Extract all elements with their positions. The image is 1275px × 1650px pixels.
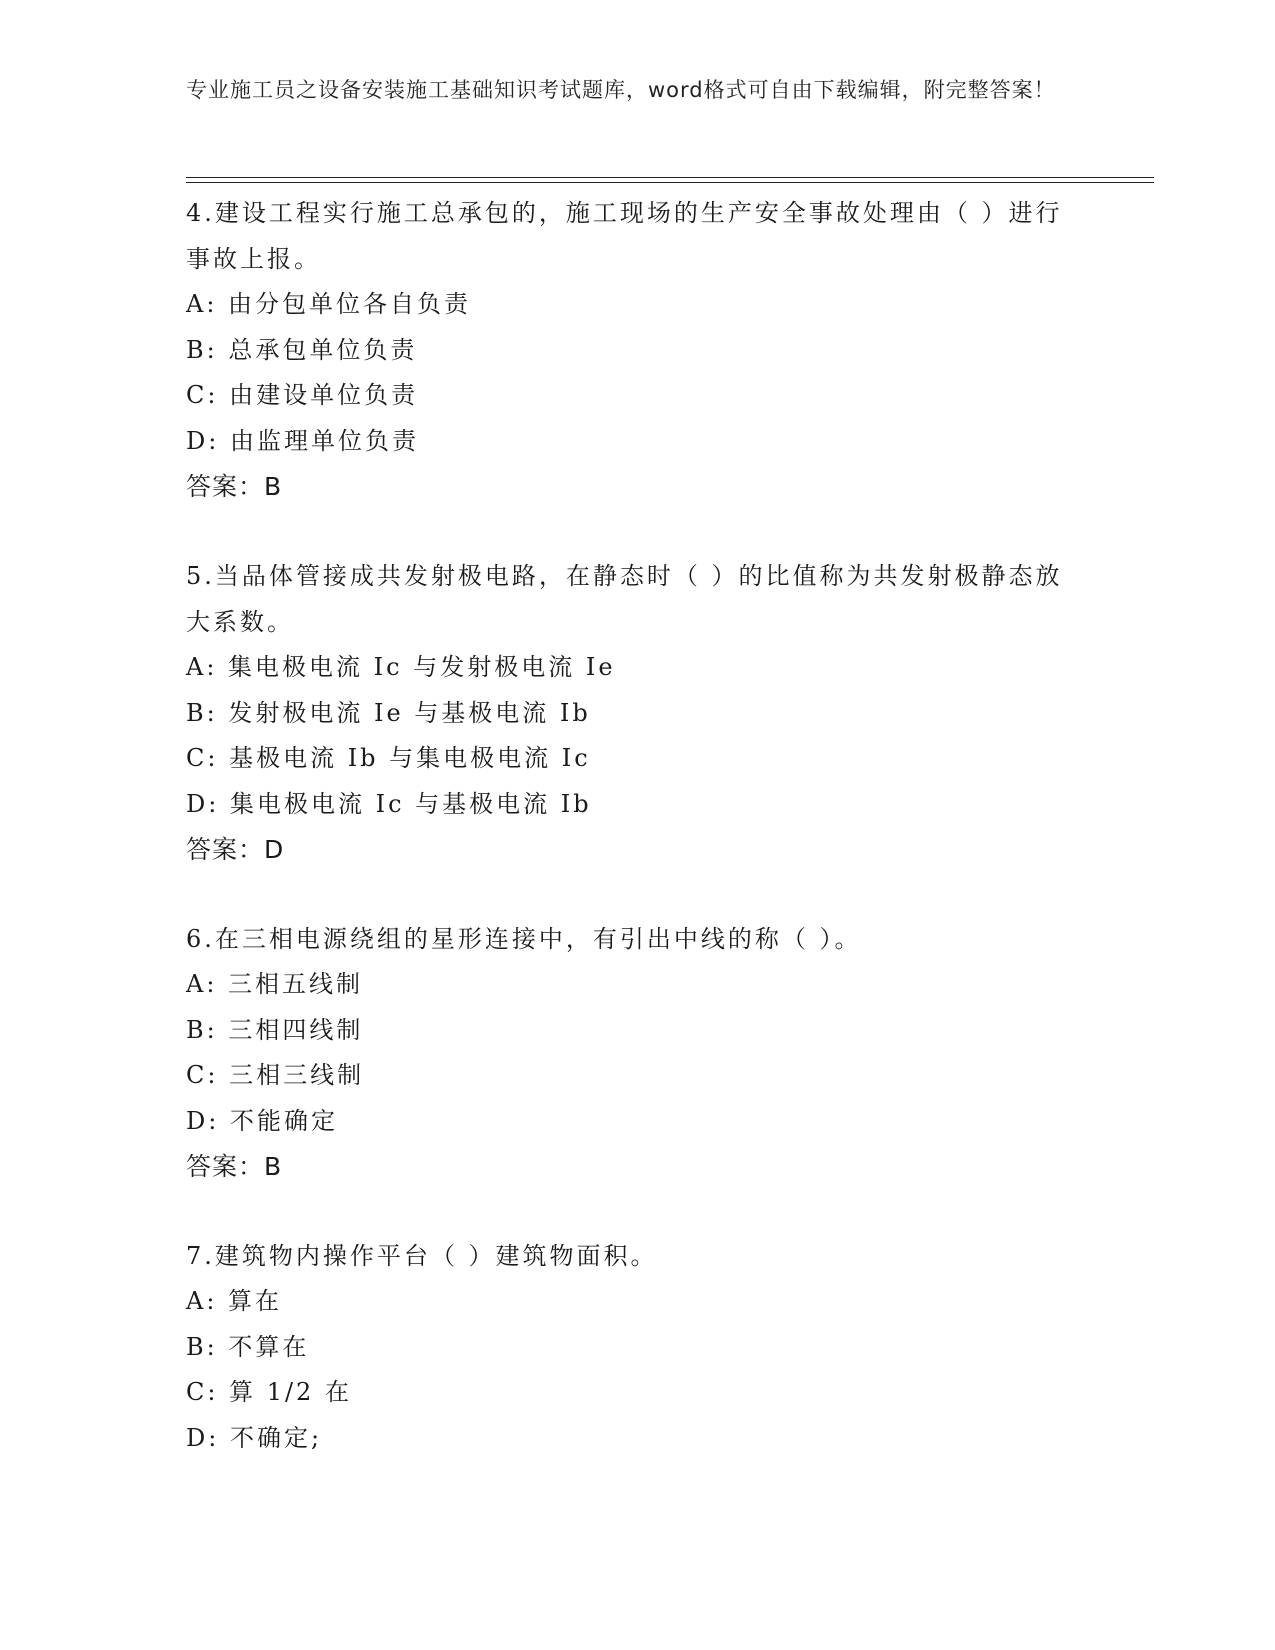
option-a: A: 算在	[186, 1287, 283, 1315]
option-b: B: 三相四线制	[186, 1015, 364, 1044]
question-stem: 7.建筑物内操作平台（ ）建筑物面积。	[186, 1242, 658, 1270]
question-5	[186, 553, 1086, 872]
question-7	[186, 1233, 1086, 1461]
question-list	[186, 190, 1086, 1461]
question-gap	[186, 872, 1086, 916]
option-b: B: 总承包单位负责	[186, 335, 418, 364]
option-d: D: 由监理单位负责	[186, 426, 419, 455]
question-stem: 4.建设工程实行施工总承包的，施工现场的生产安全事故处理由（ ）进行事故上报。	[186, 199, 1063, 273]
option-d: D: 不能确定	[186, 1106, 338, 1135]
answer: 答案：D	[186, 835, 285, 864]
question-4	[186, 190, 1086, 509]
question-gap	[186, 1189, 1086, 1233]
option-d: D: 集电极电流 Ic 与基极电流 Ib	[186, 789, 592, 818]
question-stem: 5.当品体管接成共发射极电路，在静态时（ ）的比值称为共发射极静态放大系数。	[186, 562, 1063, 636]
question-6	[186, 916, 1086, 1189]
question-stem: 6.在三相电源绕组的星形连接中，有引出中线的称（ ）。	[186, 925, 862, 953]
option-a: A: 由分包单位各自负责	[186, 290, 472, 318]
header-rule-bottom	[186, 182, 1154, 183]
option-c: C: 由建设单位负责	[186, 381, 419, 409]
document-header: 专业施工员之设备安装施工基础知识考试题库，word格式可自由下载编辑，附完整答案！	[186, 78, 1056, 102]
question-gap	[186, 509, 1086, 553]
option-c: C: 基极电流 Ib 与集电极电流 Ic	[186, 744, 591, 772]
option-a: A: 集电极电流 Ic 与发射极电流 Ie	[186, 653, 616, 681]
option-b: B: 不算在	[186, 1332, 310, 1361]
header-rule-top	[186, 177, 1154, 178]
option-a: A: 三相五线制	[186, 970, 364, 998]
option-b: B: 发射极电流 Ie 与基极电流 Ib	[186, 698, 591, 727]
option-c: C: 三相三线制	[186, 1061, 365, 1089]
option-d: D: 不确定;	[186, 1423, 323, 1452]
answer: 答案：B	[186, 472, 283, 501]
option-c: C: 算 1/2 在	[186, 1378, 352, 1406]
answer: 答案：B	[186, 1152, 283, 1181]
